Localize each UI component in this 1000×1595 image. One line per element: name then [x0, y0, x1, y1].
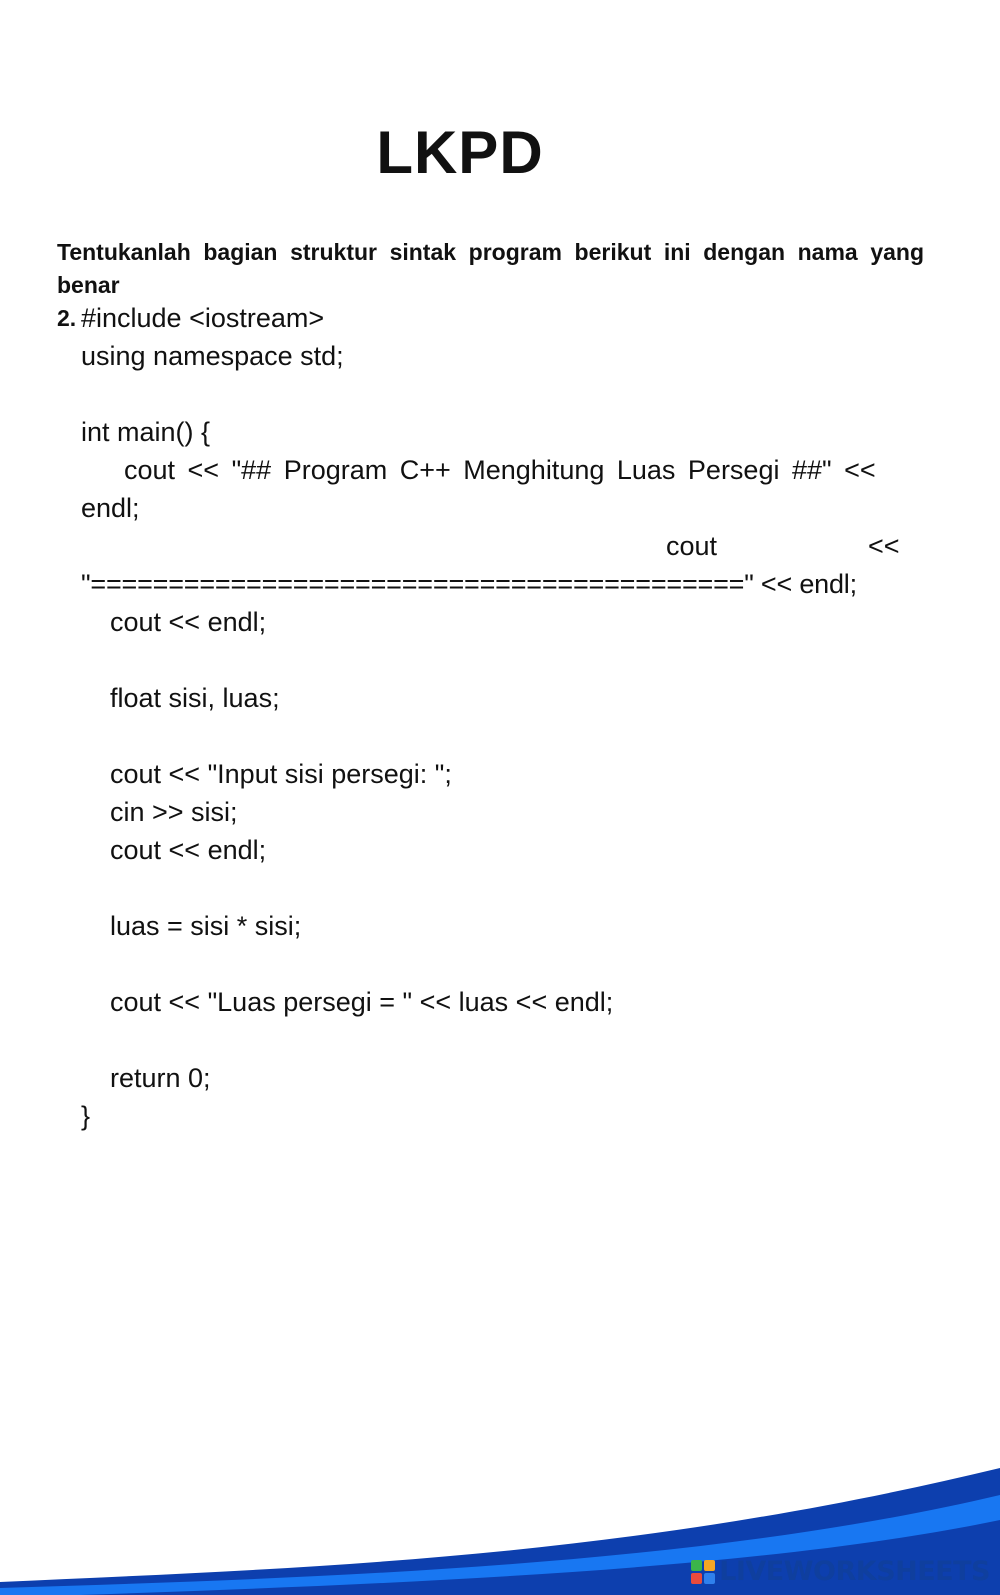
instruction-text: Tentukanlah bagian struktur sintak program berikut ini dengan nama yang benar: [57, 239, 924, 298]
code-line: cout << "## Program C++ Menghitung Luas Persegi ##" <<: [124, 455, 876, 485]
code-line: cout << "Luas persegi = " << luas << endl;: [110, 987, 614, 1017]
logo-text: LIVEWORKSHEETS: [719, 1556, 990, 1587]
liveworksheets-logo-icon: [691, 1560, 715, 1584]
code-line: cin >> sisi;: [110, 797, 238, 827]
question-number: 2.: [57, 305, 77, 331]
code-line: endl;: [81, 493, 140, 523]
code-line: cout << endl;: [110, 607, 267, 637]
page-title: LKPD: [376, 119, 544, 186]
code-line: luas = sisi * sisi;: [110, 911, 302, 941]
liveworksheets-logo: [691, 1556, 990, 1587]
code-line: using namespace std;: [81, 341, 344, 371]
code-line: int main() {: [81, 417, 211, 447]
code-line: <<: [868, 531, 900, 561]
code-line: "==========================================" << endl;: [81, 569, 857, 599]
code-line: }: [81, 1101, 91, 1131]
code-line: float sisi, luas;: [110, 683, 280, 713]
code-line: cout << endl;: [110, 835, 267, 865]
code-line: cout << "Input sisi persegi: ";: [110, 759, 452, 789]
code-line: cout: [666, 531, 718, 561]
code-line: return 0;: [110, 1063, 211, 1093]
code-line: #include <iostream>: [81, 303, 325, 333]
